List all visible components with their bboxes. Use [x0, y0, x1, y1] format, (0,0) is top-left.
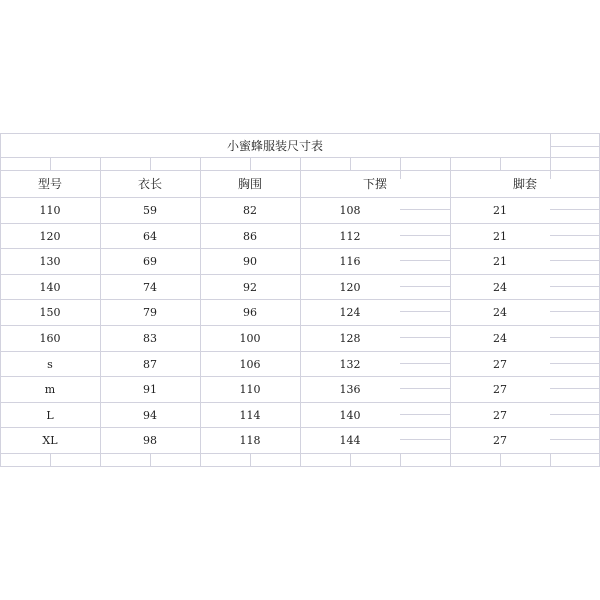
- table-cell-hem: 132: [339, 357, 361, 371]
- table-cell-cuff: 27: [493, 382, 507, 396]
- grid-line-horizontal: [0, 466, 600, 467]
- grid-line-horizontal: [550, 337, 600, 338]
- grid-line-horizontal: [400, 235, 450, 236]
- table-cell-model: 140: [39, 280, 61, 294]
- table-cell-chest: 82: [243, 203, 257, 217]
- table-cell-model: L: [46, 408, 54, 422]
- grid-line-vertical: [450, 453, 451, 467]
- grid-line-horizontal: [550, 311, 600, 312]
- table-cell-length: 94: [143, 408, 157, 422]
- column-header-model: 型号: [37, 177, 62, 191]
- table-cell-hem: 120: [339, 280, 361, 294]
- grid-line-horizontal: [550, 146, 600, 147]
- grid-line-horizontal: [400, 439, 450, 440]
- grid-line-horizontal: [400, 286, 450, 287]
- grid-line-horizontal: [400, 311, 450, 312]
- table-cell-length: 98: [143, 433, 157, 447]
- grid-line-horizontal: [550, 414, 600, 415]
- table-cell-cuff: 21: [493, 254, 507, 268]
- grid-line-vertical: [50, 453, 51, 467]
- grid-line-vertical: [450, 157, 451, 170]
- table-cell-chest: 118: [239, 433, 261, 447]
- grid-line-vertical: [400, 157, 401, 170]
- table-cell-length: 91: [143, 382, 157, 396]
- grid-line-vertical: [400, 453, 401, 467]
- table-cell-cuff: 27: [493, 433, 507, 447]
- table-cell-hem: 136: [339, 382, 361, 396]
- table-cell-model: s: [47, 357, 53, 371]
- grid-line-vertical: [550, 453, 551, 467]
- table-cell-length: 79: [143, 305, 157, 319]
- table-cell-model: 130: [39, 254, 61, 268]
- grid-line-horizontal: [400, 209, 450, 210]
- table-cell-hem: 112: [339, 229, 361, 243]
- table-cell-length: 59: [143, 203, 157, 217]
- grid-line-vertical: [350, 453, 351, 467]
- grid-line-vertical: [300, 157, 301, 170]
- grid-line-vertical: [50, 157, 51, 170]
- grid-line-vertical: [200, 157, 201, 170]
- size-chart-table: [0, 133, 600, 467]
- column-header-length: 衣长: [137, 177, 162, 191]
- table-cell-cuff: 24: [493, 331, 507, 345]
- grid-line-horizontal: [400, 337, 450, 338]
- grid-line-horizontal: [550, 235, 600, 236]
- table-cell-chest: 86: [243, 229, 257, 243]
- table-cell-model: XL: [42, 433, 58, 447]
- grid-line-horizontal: [400, 388, 450, 389]
- grid-line-horizontal: [550, 388, 600, 389]
- column-header-hem: 下摆: [362, 177, 387, 191]
- table-cell-chest: 106: [239, 357, 261, 371]
- grid-line-vertical: [500, 157, 501, 170]
- table-title: 小蜜蜂服装尺寸表: [226, 138, 323, 153]
- table-cell-length: 64: [143, 229, 157, 243]
- grid-line-horizontal: [550, 209, 600, 210]
- table-cell-hem: 124: [339, 305, 361, 319]
- table-cell-hem: 108: [339, 203, 361, 217]
- grid-line-vertical: [100, 453, 101, 467]
- grid-line-horizontal: [400, 363, 450, 364]
- table-cell-cuff: 27: [493, 357, 507, 371]
- table-cell-chest: 114: [239, 408, 261, 422]
- grid-line-vertical: [150, 453, 151, 467]
- table-cell-model: m: [44, 382, 56, 396]
- grid-line-vertical: [250, 157, 251, 170]
- table-cell-chest: 90: [243, 254, 257, 268]
- grid-line-horizontal: [550, 286, 600, 287]
- table-cell-hem: 144: [339, 433, 361, 447]
- grid-line-vertical: [500, 453, 501, 467]
- table-cell-cuff: 24: [493, 280, 507, 294]
- table-cell-hem: 116: [339, 254, 361, 268]
- table-cell-chest: 96: [243, 305, 257, 319]
- table-cell-cuff: 27: [493, 408, 507, 422]
- grid-line-horizontal: [550, 439, 600, 440]
- table-cell-hem: 140: [339, 408, 361, 422]
- grid-line-vertical: [100, 157, 101, 170]
- grid-line-horizontal: [400, 260, 450, 261]
- grid-line-vertical: [300, 453, 301, 467]
- table-cell-length: 83: [143, 331, 157, 345]
- table-cell-cuff: 21: [493, 203, 507, 217]
- table-cell-model: 150: [39, 305, 61, 319]
- grid-line-horizontal: [400, 414, 450, 415]
- table-cell-model: 110: [39, 203, 61, 217]
- table-cell-length: 69: [143, 254, 157, 268]
- table-cell-length: 87: [143, 357, 157, 371]
- table-cell-chest: 110: [239, 382, 261, 396]
- table-cell-cuff: 24: [493, 305, 507, 319]
- grid-line-vertical: [350, 157, 351, 170]
- table-cell-hem: 128: [339, 331, 361, 345]
- grid-line-vertical: [200, 453, 201, 467]
- grid-line-horizontal: [550, 260, 600, 261]
- column-header-cuff: 脚套: [512, 177, 537, 191]
- table-cell-cuff: 21: [493, 229, 507, 243]
- table-cell-model: 120: [39, 229, 61, 243]
- table-cell-model: 160: [39, 331, 61, 345]
- grid-line-vertical: [250, 453, 251, 467]
- grid-line-horizontal: [550, 363, 600, 364]
- grid-line-vertical: [150, 157, 151, 170]
- column-header-chest: 胸围: [237, 177, 262, 191]
- table-cell-chest: 100: [239, 331, 261, 345]
- table-cell-chest: 92: [243, 280, 257, 294]
- grid-line-vertical: [550, 157, 551, 170]
- table-cell-length: 74: [143, 280, 157, 294]
